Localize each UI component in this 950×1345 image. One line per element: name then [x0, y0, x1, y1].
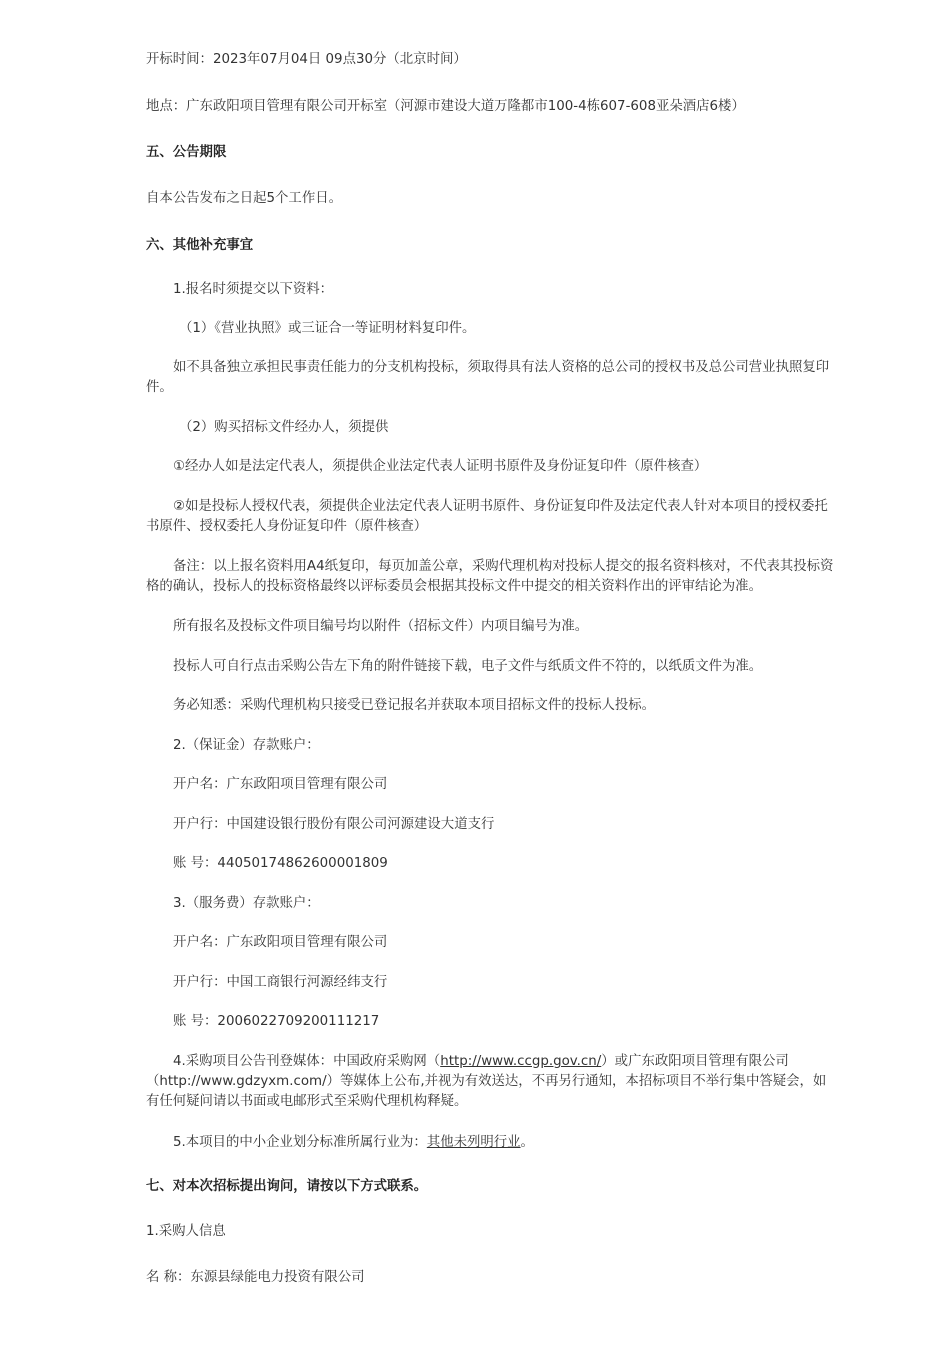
download-note: 投标人可自行点击采购公告左下角的附件链接下载，电子文件与纸质文件不符的，以纸质文件为准。 [173, 659, 763, 674]
section-5-body: 自本公告发布之日起5个工作日。 [146, 191, 342, 206]
open-time: 开标时间：2023年07月04日 09点30分（北京时间） [146, 52, 467, 67]
sme-standard [173, 1133, 838, 1153]
sme-industry: 其他未列明行业 [426, 1135, 521, 1150]
project-number-note: 所有报名及投标文件项目编号均以附件（招标文件）内项目编号为准。 [173, 619, 589, 634]
service-account-name: 开户名：广东政阳项目管理有限公司 [173, 935, 388, 950]
branch-note: 如不具备独立承担民事责任能力的分支机构投标，须取得具有法人资格的总公司的授权书及总公司营业执照复印件。 [146, 360, 830, 395]
deposit-account-number: 账 号：44050174862600001809 [173, 856, 388, 871]
deposit-account-name: 开户名：广东政阳项目管理有限公司 [173, 777, 388, 792]
remark: 备注：以上报名资料用A4纸复印，每页加盖公章，采购代理机构对投标人提交的报名资料核对，不代表其投标资格的确认，投标人的投标资格最终以评标委员会根据其投标文件中提交的相关资料作出的评审结论为准。 [146, 559, 834, 594]
service-account-number: 账 号：2006022709200111217 [173, 1014, 380, 1029]
media-paragraph [146, 1052, 838, 1112]
section-6-title: 六、其他补充事宜 [146, 238, 254, 253]
sme-text-post: 。 [520, 1135, 534, 1150]
registration-item-2b: ②如是投标人授权代表，须提供企业法定代表人证明书原件、身份证复印件及法定代表人针对本项目的授权委托书原件、授权委托人身份证复印件（原件核查） [146, 499, 828, 534]
registration-item-1: （1）《营业执照》或三证合一等证明材料复印件。 [179, 321, 476, 336]
section-7-title: 七、对本次招标提出询问，请按以下方式联系。 [146, 1179, 428, 1194]
buyer-name: 名 称：东源县绿能电力投资有限公司 [146, 1270, 365, 1285]
deposit-account-bank: 开户行：中国建设银行股份有限公司河源建设大道支行 [173, 817, 495, 832]
ccgp-link[interactable]: http://www.ccgp.gov.cn/ [440, 1054, 602, 1069]
media-text-post: ）或广东政阳项目管理有限公司（http://www.gdzyxm.com/）等媒体上公布,并视为有效送达，不再另行通知，本招标项目不举行集中答疑会，如有任何疑问请以书面或电邮形式至采购代理机构释疑。 [146, 1054, 827, 1109]
buyer-info-heading: 1.采购人信息 [146, 1224, 226, 1239]
bid-location: 地点：广东政阳项目管理有限公司开标室（河源市建设大道万隆都市100-4栋607-608亚朵酒店6楼） [146, 99, 745, 114]
registration-intro: 1.报名时须提交以下资料： [173, 282, 334, 297]
section-5-title: 五、公告期限 [146, 145, 227, 160]
sme-text-pre: 5.本项目的中小企业划分标准所属行业为： [173, 1135, 427, 1150]
notice: 务必知悉：采购代理机构只接受已登记报名并获取本项目招标文件的投标人投标。 [173, 698, 656, 713]
service-account-title: 3.（服务费）存款账户： [173, 896, 320, 911]
media-text-pre: 4.采购项目公告刊登媒体：中国政府采购网（ [173, 1054, 441, 1069]
service-account-bank: 开户行：中国工商银行河源经纬支行 [173, 975, 388, 990]
registration-item-2: （2）购买招标文件经办人，须提供 [179, 420, 389, 435]
deposit-account-title: 2.（保证金）存款账户： [173, 738, 320, 753]
registration-item-2a: ①经办人如是法定代表人，须提供企业法定代表人证明书原件及身份证复印件（原件核查） [173, 459, 708, 474]
